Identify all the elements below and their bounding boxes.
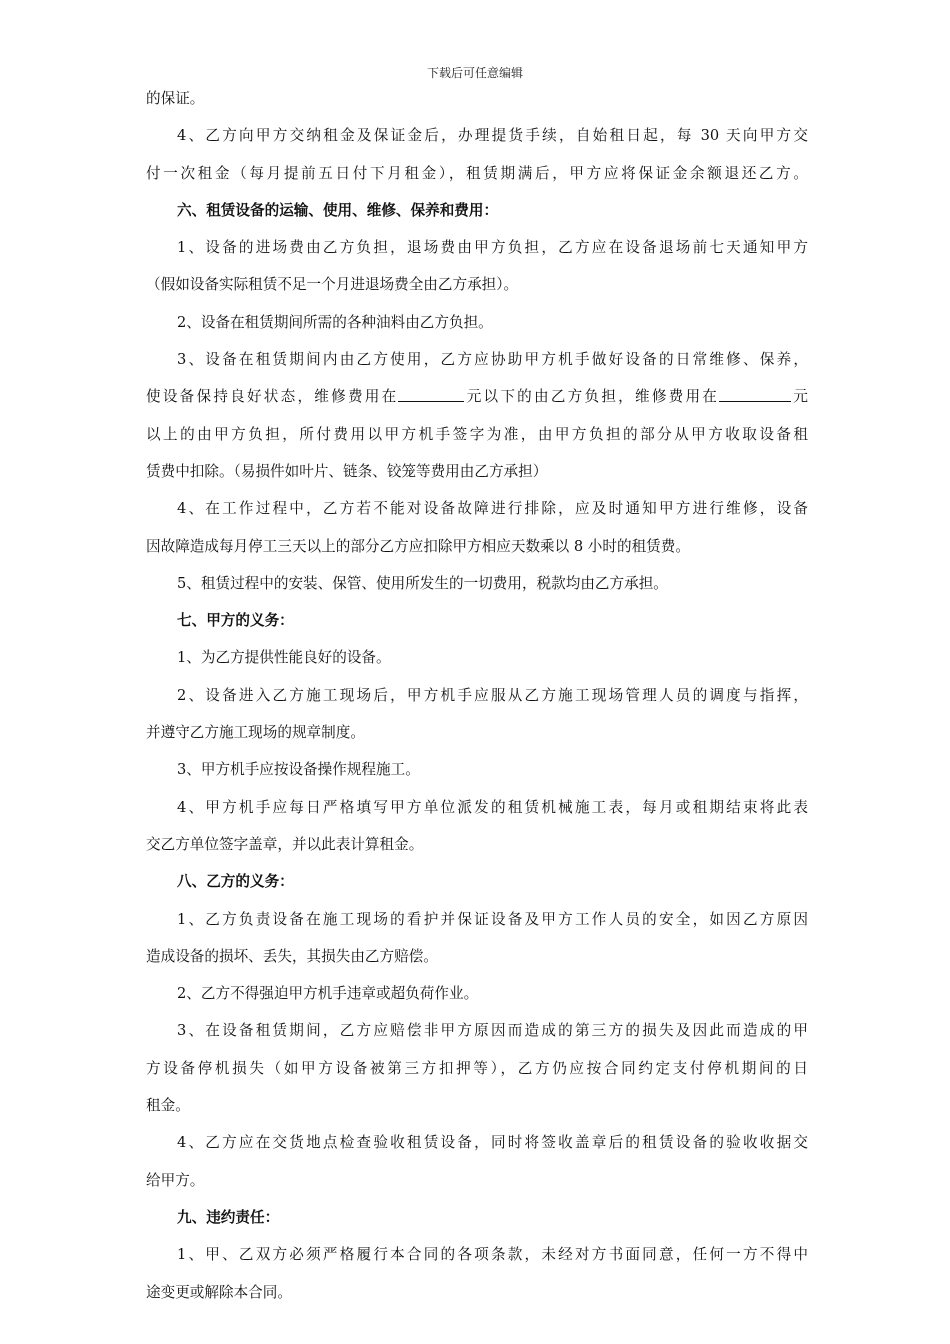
paragraph-line: 3、甲方机手应按设备操作规程施工。	[177, 761, 420, 779]
section-heading-6: 六、租赁设备的运输、使用、维修、保养和费用：	[177, 201, 499, 219]
document-body	[146, 80, 808, 1311]
paragraph-line: 4、在工作过程中，乙方若不能对设备故障进行排除，应及时通知甲方进行维修，设备	[177, 500, 808, 518]
paragraph-line: 5、租赁过程中的安装、保管、使用所发生的一切费用，税款均由乙方承担。	[177, 574, 668, 592]
paragraph-line: 1、设备的进场费由乙方负担，退场费由甲方负担，乙方应在设备退场前七天通知甲方	[177, 239, 808, 257]
section-heading-8: 八、乙方的义务：	[177, 873, 294, 891]
paragraph-line: 租金。	[146, 1097, 190, 1115]
paragraph-line: 以上的由甲方负担，所付费用以甲方机手签字为准，由甲方负担的部分从甲方收取设备租	[146, 425, 808, 443]
paragraph-line: 交乙方单位签字盖章，并以此表计算租金。	[146, 835, 424, 853]
paragraph-line: 3、在设备租赁期间，乙方应赔偿非甲方原因而造成的第三方的损失及因此而造成的甲	[177, 1022, 808, 1040]
paragraph-line: 因故障造成每月停工三天以上的部分乙方应扣除甲方相应天数乘以 8 小时的租赁费。	[146, 537, 690, 555]
text-segment: 元以下的由乙方负担，维修费用在	[464, 388, 720, 406]
section-heading-9: 九、违约责任：	[177, 1208, 280, 1226]
paragraph-line: 1、为乙方提供性能良好的设备。	[177, 649, 391, 667]
paragraph-line: 1、甲、乙双方必须严格履行本合同的各项条款，未经对方书面同意，任何一方不得中	[177, 1246, 808, 1264]
paragraph-line: 并遵守乙方施工现场的规章制度。	[146, 724, 365, 742]
paragraph-line: 赁费中扣除。（易损件如叶片、链条、铰笼等费用由乙方承担）	[146, 462, 548, 480]
text-segment: 元	[791, 388, 808, 406]
fill-in-blank	[719, 400, 791, 402]
paragraph-line: 1、乙方负责设备在施工现场的看护并保证设备及甲方工作人员的安全，如因乙方原因	[177, 910, 808, 928]
text-segment: 使设备保持良好状态，维修费用在	[146, 388, 399, 406]
page-header: 下载后可任意编辑	[426, 66, 523, 80]
paragraph-line: 4、乙方应在交货地点检查验收租赁设备，同时将签收盖章后的租赁设备的验收收据交	[177, 1134, 808, 1152]
paragraph-line: 2、乙方不得强迫甲方机手违章或超负荷作业。	[177, 985, 479, 1003]
paragraph-line: 付一次租金（每月提前五日付下月租金），租赁期满后，甲方应将保证金余额退还乙方。	[146, 164, 808, 182]
paragraph-line: 3、设备在租赁期间内由乙方使用，乙方应协助甲方机手做好设备的日常维修、保养，	[177, 351, 808, 369]
paragraph-line: 给甲方。	[146, 1171, 205, 1189]
paragraph-line: 方设备停机损失（如甲方设备被第三方扣押等），乙方仍应按合同约定支付停机期间的日	[146, 1059, 808, 1077]
paragraph-line: 2、设备在租赁期间所需的各种油料由乙方负担。	[177, 313, 493, 331]
paragraph-line: 途变更或解除本合同。	[146, 1283, 292, 1301]
paragraph-line: （假如设备实际租赁不足一个月进退场费全由乙方承担）。	[146, 276, 519, 294]
paragraph-line: 2、设备进入乙方施工现场后，甲方机手应服从乙方施工现场管理人员的调度与指挥，	[177, 686, 808, 704]
paragraph-line: 4、甲方机手应每日严格填写甲方单位派发的租赁机械施工表，每月或租期结束将此表	[177, 798, 808, 816]
paragraph-line: 4、乙方向甲方交纳租金及保证金后，办理提货手续，自始租日起，每 30 天向甲方交	[177, 127, 808, 145]
section-heading-7: 七、甲方的义务：	[177, 612, 294, 630]
paragraph-line: 的保证。	[146, 90, 205, 107]
paragraph-line: 造成设备的损坏、丢失，其损失由乙方赔偿。	[146, 947, 438, 965]
fill-in-blank	[398, 400, 464, 402]
paragraph-line-with-blanks	[146, 378, 808, 415]
